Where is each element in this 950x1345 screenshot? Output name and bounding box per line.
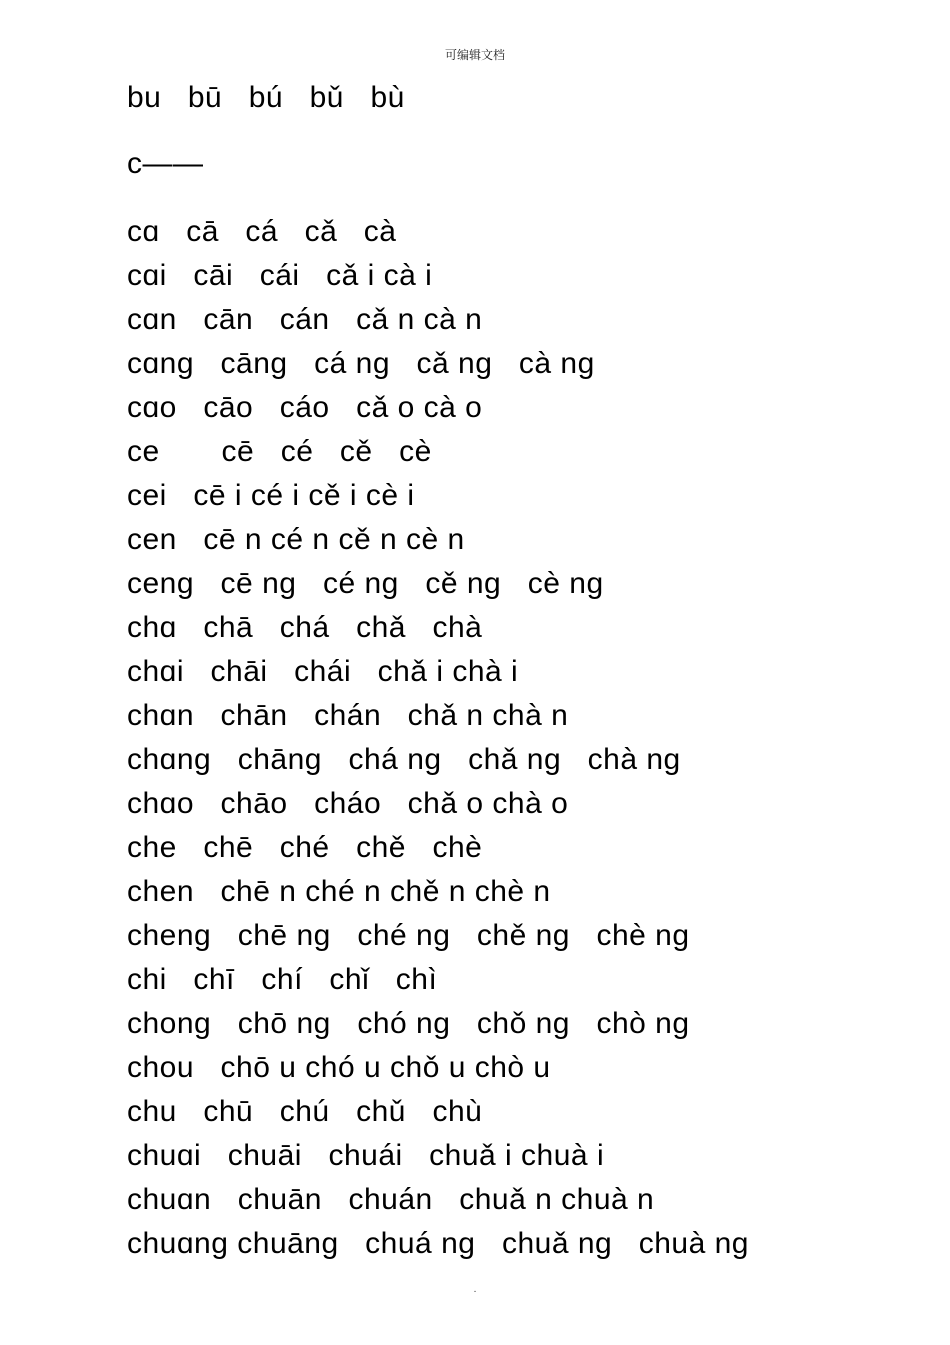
page-header: 可编辑文档 [444,48,505,62]
pinyin-line: cei cē i cé i cě i cè i [127,479,415,512]
pinyin-line: ce cē cé cě cè [127,435,432,468]
pinyin-line: chi chī chí chǐ chì [127,963,438,996]
pinyin-line: cɑn cān cán cǎ n cà n [127,303,483,336]
pinyin-line: chuɑn chuān chuán chuǎ n chuà n [127,1183,655,1216]
pinyin-line: chɑi chāi chái chǎ i chà i [127,655,519,688]
pinyin-line: cɑng cāng cá ng cǎ ng cà ng [127,347,595,380]
pinyin-line: cɑi cāi cái cǎ i cà i [127,259,433,292]
pinyin-line-bu: bu bū bú bǔ bù [127,81,405,114]
pinyin-line: cen cē n cé n cě n cè n [127,523,465,556]
pinyin-line: chɑng chāng chá ng chǎ ng chà ng [127,743,681,776]
pinyin-line: chu chū chú chǔ chù [127,1095,483,1128]
pinyin-line: chen chē n ché n chě n chè n [127,875,551,908]
pinyin-line: cɑ cā cá cǎ cà [127,215,397,248]
pinyin-list [127,210,887,1266]
document-body [127,76,887,1266]
pinyin-line: chɑ chā chá chǎ chà [127,611,483,644]
pinyin-line: chɑo chāo cháo chǎ o chà o [127,787,569,820]
footer-mark: . [473,1284,477,1295]
pinyin-line: cheng chē ng ché ng chě ng chè ng [127,919,690,952]
pinyin-line: che chē ché chě chè [127,831,483,864]
pinyin-line: chong chō ng chó ng chǒ ng chò ng [127,1007,690,1040]
pinyin-line: cɑo cāo cáo cǎ o cà o [127,391,483,424]
pinyin-line: chuɑi chuāi chuái chuǎ i chuà i [127,1139,605,1172]
pinyin-line: ceng cē ng cé ng cě ng cè ng [127,567,604,600]
pinyin-line: chuɑng chuāng chuá ng chuǎ ng chuà ng [127,1227,749,1260]
pinyin-line: chɑn chān chán chǎ n chà n [127,699,569,732]
pinyin-line: chou chō u chó u chǒ u chò u [127,1051,551,1084]
section-heading: c—— [127,147,204,180]
